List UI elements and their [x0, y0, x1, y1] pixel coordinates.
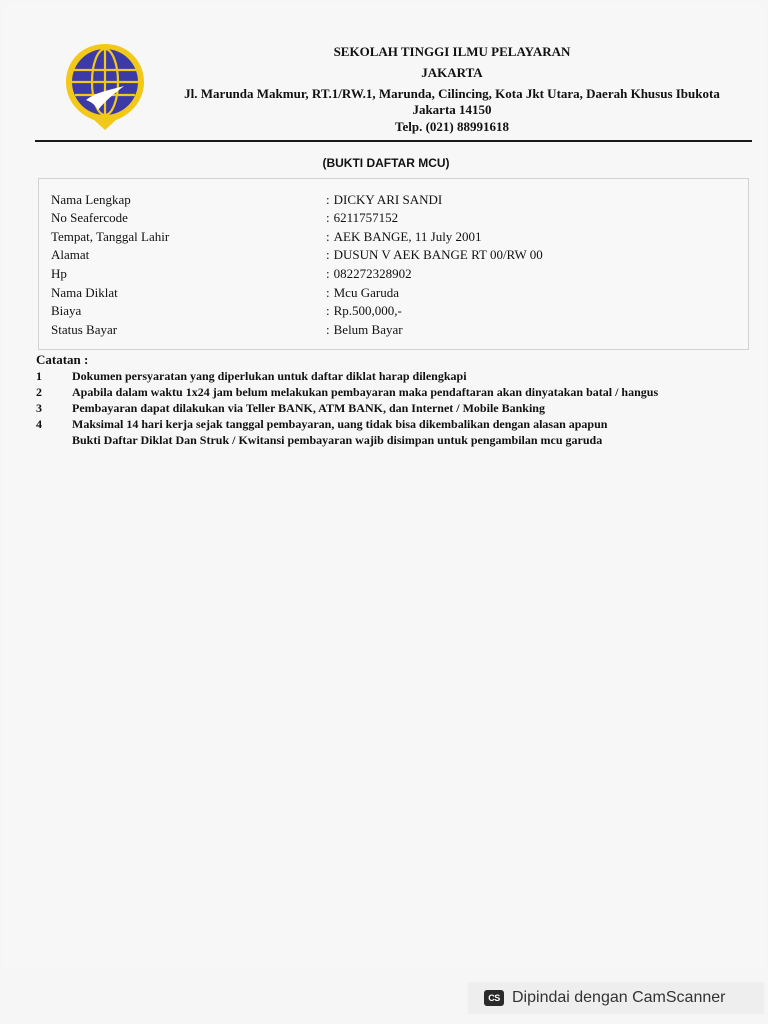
info-colon: :: [326, 266, 330, 281]
institution-address: Jl. Marunda Makmur, RT.1/RW.1, Marunda, Cilincing, Kota Jkt Utara, Daerah Khusus Ibukota: [184, 86, 720, 101]
info-colon: :: [326, 229, 330, 244]
document-paper: [2, 2, 766, 968]
institution-phone: Telp. (021) 88991618: [395, 119, 509, 134]
info-value-text: 6211757152: [333, 210, 399, 225]
note-text: Dokumen persyaratan yang diperlukan untuk daftar diklat harap dilengkapi: [72, 369, 467, 383]
info-colon: :: [326, 322, 330, 337]
info-row-alamat: [51, 247, 741, 265]
info-value: [326, 322, 403, 338]
info-value: [326, 266, 412, 282]
globe-anchor-logo-icon: [62, 40, 148, 132]
camscanner-icon: [484, 990, 504, 1006]
header-divider: [35, 140, 752, 142]
info-colon: :: [326, 285, 330, 300]
info-row-tempat-tanggal-lahir: [51, 229, 741, 247]
note-number: 3: [36, 401, 42, 415]
registration-info-box: [38, 178, 749, 350]
info-value: [326, 247, 543, 263]
info-value: [326, 303, 402, 319]
info-label: Alamat: [51, 247, 90, 262]
info-label: Biaya: [51, 303, 82, 318]
document-title: (BUKTI DAFTAR MCU): [322, 156, 450, 170]
note-number: 1: [36, 369, 42, 383]
info-value: [326, 192, 442, 208]
camscanner-text: Dipindai dengan CamScanner: [512, 989, 726, 1006]
note-text: Maksimal 14 hari kerja sejak tanggal pembayaran, uang tidak bisa dikembalikan dengan alasan apapun: [72, 417, 608, 431]
info-value: [326, 285, 399, 301]
info-colon: :: [326, 247, 330, 262]
info-row-status-bayar: [51, 322, 741, 340]
info-row-biaya: [51, 303, 741, 321]
info-value-text: DUSUN V AEK BANGE RT 00/RW 00: [333, 247, 543, 262]
info-row-nama-lengkap: [51, 192, 741, 210]
info-value-text: AEK BANGE, 11 July 2001: [333, 229, 482, 244]
info-colon: :: [326, 210, 330, 225]
institution-postal: Jakarta 14150: [412, 102, 492, 117]
info-colon: :: [326, 192, 330, 207]
info-value: [326, 229, 482, 245]
note-number: 2: [36, 385, 42, 399]
info-label: Nama Diklat: [51, 285, 118, 300]
notes-title: Catatan :: [36, 352, 89, 367]
info-row-no-seafercode: [51, 210, 741, 228]
info-label: No Seafercode: [51, 210, 128, 225]
info-row-nama-diklat: [51, 285, 741, 303]
note-text: Bukti Daftar Diklat Dan Struk / Kwitansi pembayaran wajib disimpan untuk pengambilan mcu garuda: [72, 433, 603, 447]
info-value-text: Rp.500,000,-: [333, 303, 402, 318]
info-value: [326, 210, 398, 226]
info-row-hp: [51, 266, 741, 284]
info-value-text: 082272328902: [333, 266, 412, 281]
note-text: Apabila dalam waktu 1x24 jam belum melakukan pembayaran maka pendaftaran akan dinyatakan batal / hangus: [72, 385, 659, 399]
info-value-text: DICKY ARI SANDI: [333, 192, 443, 207]
info-label: Tempat, Tanggal Lahir: [51, 229, 170, 244]
institution-city: JAKARTA: [421, 65, 483, 80]
camscanner-icon-text: CS: [488, 993, 500, 1003]
note-text: Pembayaran dapat dilakukan via Teller BANK, ATM BANK, dan Internet / Mobile Banking: [72, 401, 545, 415]
info-label: Nama Lengkap: [51, 192, 131, 207]
info-label: Hp: [51, 266, 67, 281]
info-label: Status Bayar: [51, 322, 118, 337]
info-colon: :: [326, 303, 330, 318]
info-value-text: Belum Bayar: [333, 322, 403, 337]
note-number: 4: [36, 417, 42, 431]
camscanner-watermark: [468, 982, 764, 1014]
institution-name: SEKOLAH TINGGI ILMU PELAYARAN: [333, 44, 571, 59]
info-value-text: Mcu Garuda: [333, 285, 399, 300]
